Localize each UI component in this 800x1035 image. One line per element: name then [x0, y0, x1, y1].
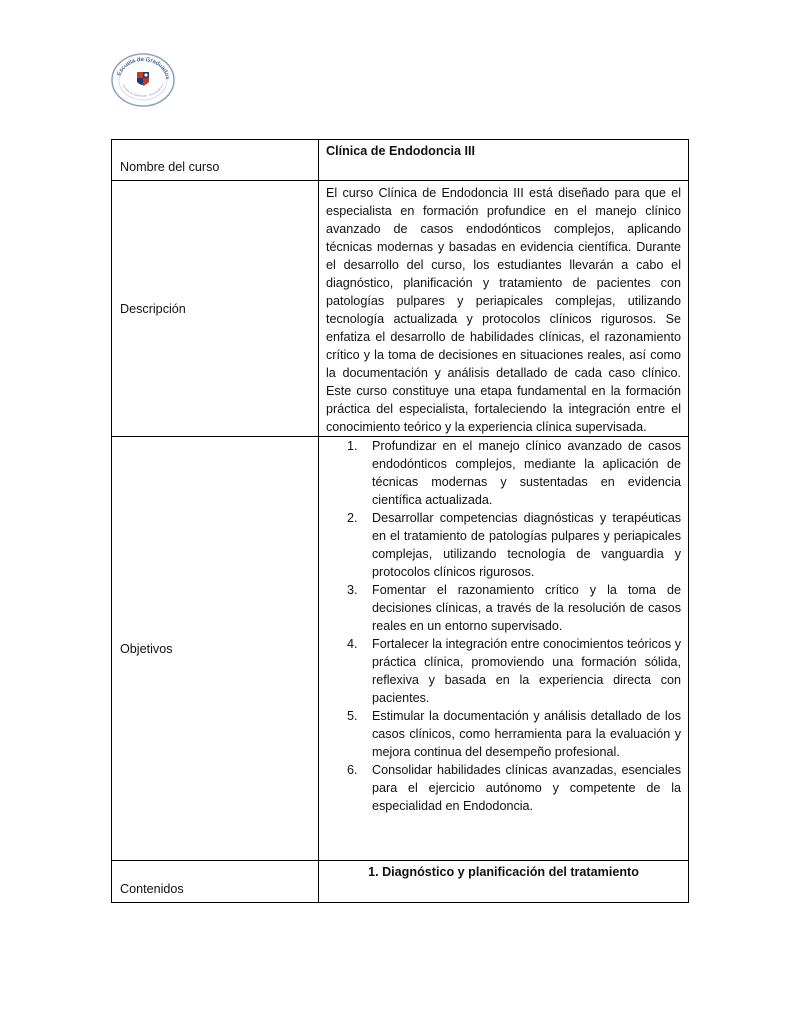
- objective-number: 2.: [347, 511, 358, 525]
- contents-cell: [319, 861, 689, 903]
- logo-text: Escuela de Graduados: [116, 56, 171, 80]
- objective-text: Fortalecer la integración entre conocimientos teóricos y práctica clínica, promoviendo una formación sólida, reflexiva y basada en la experiencia directa con pacientes.: [372, 637, 681, 705]
- institution-logo: [110, 52, 176, 108]
- objective-number: 1.: [347, 439, 358, 453]
- list-item: [347, 761, 681, 815]
- logo-subtext: Facultad de Odontología · Universidad de C: [121, 82, 166, 98]
- course-name: Clínica de Endodoncia III: [319, 140, 689, 181]
- list-item: [347, 635, 681, 707]
- objective-number: 6.: [347, 763, 358, 777]
- seal-icon: [110, 52, 176, 108]
- objective-text: Fomentar el razonamiento crítico y la toma de decisiones clínicas, a través de la resolución de casos reales en un entorno supervisado.: [372, 583, 681, 633]
- objective-text: Consolidar habilidades clínicas avanzadas, esenciales para el ejercicio autónomo y competente de la especialidad en Endodoncia.: [372, 763, 681, 813]
- row-label-contenidos: Contenidos: [112, 861, 319, 903]
- table-row: [112, 861, 689, 903]
- table-row: [112, 140, 689, 181]
- row-label-descripcion: Descripción: [112, 181, 319, 437]
- course-description: El curso Clínica de Endodoncia III está diseñado para que el especialista en formación profundice en el manejo clínico avanzado de casos endodónticos complejos, aplicando técnicas modernas y basadas en evidencia científica. Durante el desarrollo del curso, los estudiantes llevarán a cabo el diagnóstico, planificación y tratamiento de pacientes con patologías pulpares y periapicales complejas, utilizando tecnología actualizada y protocolos clínicos rigurosos. Se enfatiza el desarrollo de habilidades clínicas, el razonamiento crítico y la toma de decisiones en situaciones reales, así como la documentación y análisis detallado de cada caso clínico. Este curso constituye una etapa fundamental en la formación práctica del especialista, fortaleciendo la integración entre el conocimiento teórico y la experiencia clínica supervisada.: [326, 186, 681, 434]
- objective-text: Profundizar en el manejo clínico avanzado de casos endodónticos complejos, mediante la aplicación de técnicas modernas y sustentadas en evidencia científica actualizada.: [372, 439, 681, 507]
- description-cell: [319, 181, 689, 437]
- row-label-objetivos: Objetivos: [112, 437, 319, 861]
- objectives-list: [326, 437, 681, 815]
- list-item: [347, 437, 681, 509]
- table-row: [112, 181, 689, 437]
- course-info-table: [111, 139, 689, 903]
- list-item: [347, 581, 681, 635]
- list-item: [347, 509, 681, 581]
- contents-heading: 1. Diagnóstico y planificación del tratamiento: [368, 865, 639, 879]
- objective-number: 4.: [347, 637, 358, 651]
- objective-text: Desarrollar competencias diagnósticas y terapéuticas en el tratamiento de patologías pulpares y periapicales complejas, utilizando tecnología de vanguardia y protocolos clínicos rigurosos.: [372, 511, 681, 579]
- objective-number: 3.: [347, 583, 358, 597]
- objective-text: Estimular la documentación y análisis detallado de los casos clínicos, como herramienta para la evaluación y mejora continua del desempeño profesional.: [372, 709, 681, 759]
- list-item: [347, 707, 681, 761]
- objective-number: 5.: [347, 709, 358, 723]
- objectives-cell: [319, 437, 689, 861]
- row-label-nombre: Nombre del curso: [112, 140, 319, 181]
- table-row: [112, 437, 689, 861]
